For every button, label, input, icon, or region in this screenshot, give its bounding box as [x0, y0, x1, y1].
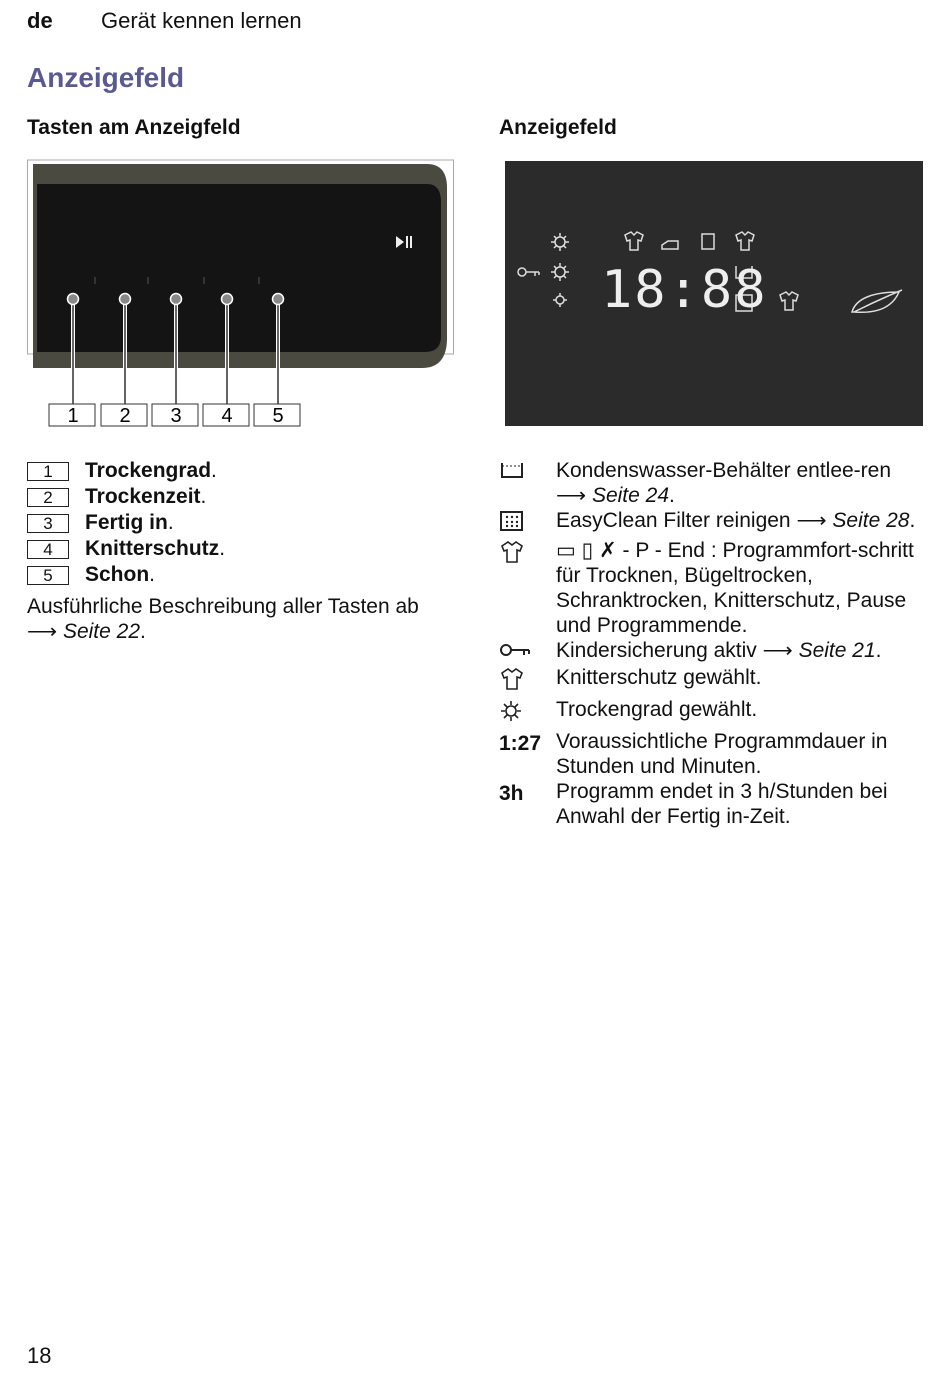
description-paragraph: Ausführliche Beschreibung aller Tasten ab ⟶ Seite 22.	[27, 595, 419, 643]
item-symbol: 1:27	[499, 732, 542, 755]
list-item: 2 Trockenzeit .	[27, 484, 467, 510]
item-text: Programm endet in 3 h/Stunden bei Anwahl der Fertig in-Zeit.	[556, 780, 888, 828]
list-item: 3 Fertig in .	[27, 510, 467, 536]
item-text: Trockengrad gewählt.	[556, 698, 758, 721]
item-symbol: 3h	[499, 782, 524, 805]
list-item: 5 Schon .	[27, 562, 467, 588]
svg-text:4: 4	[221, 405, 233, 427]
control-panel-figure	[27, 158, 457, 430]
list-item: 1 Trockengrad .	[27, 458, 467, 484]
page-number: 18	[27, 1343, 52, 1368]
svg-text:1: 1	[67, 405, 79, 427]
item-text: Voraussichtliche Programmdauer in Stunden und Minuten.	[556, 730, 888, 778]
list-item	[499, 538, 929, 638]
item-label: Knitterschutz	[85, 537, 220, 560]
header-language: de	[27, 8, 53, 33]
item-number: 3	[27, 514, 69, 533]
key-icon	[499, 638, 556, 665]
sun-icon	[499, 697, 556, 729]
item-label: Schon	[85, 563, 150, 586]
item-label: Fertig in	[85, 511, 168, 534]
item-number: 4	[27, 540, 69, 559]
container-icon	[499, 458, 556, 508]
svg-text:2: 2	[119, 405, 131, 427]
item-text: Knitterschutz gewählt.	[556, 666, 762, 689]
svg-text:3: 3	[170, 405, 182, 427]
display-panel-figure	[505, 161, 923, 426]
display-legend	[499, 458, 929, 829]
list-item	[499, 508, 929, 538]
item-label: Trockenzeit	[85, 485, 201, 508]
item-number: 2	[27, 488, 69, 507]
item-label: Trockengrad	[85, 459, 212, 482]
right-subtitle: Anzeigefeld	[499, 116, 617, 139]
shirt-icon	[499, 665, 556, 697]
item-text: ▭ ▯ ✗ - P - End : Programmfort-schritt für Trocknen, Bügeltrocken, Schranktrocken, Knitterschutz, Pause und Programmende.	[556, 539, 914, 637]
item-number: 1	[27, 462, 69, 481]
list-item	[499, 638, 929, 665]
list-item	[499, 665, 929, 697]
header-title: Gerät kennen lernen	[101, 8, 302, 33]
page-title: Anzeigefeld	[27, 62, 185, 93]
list-item	[499, 729, 929, 779]
list-item	[499, 779, 929, 829]
list-item	[499, 458, 929, 508]
item-text: Kondenswasser-Behälter entlee-ren ⟶ Seite 24.	[556, 459, 892, 507]
item-text: Kindersicherung aktiv ⟶ Seite 21.	[556, 639, 882, 662]
item-text: EasyClean Filter reinigen ⟶ Seite 28.	[556, 509, 916, 532]
item-number: 5	[27, 566, 69, 585]
filter-icon	[499, 508, 556, 538]
shirt-dry-icon	[499, 538, 556, 638]
left-subtitle: Tasten am Anzeigfeld	[27, 116, 241, 139]
list-item	[499, 697, 929, 729]
button-legend	[27, 458, 467, 644]
seven-segment-display: 18:88	[601, 260, 768, 320]
list-item: 4 Knitterschutz .	[27, 536, 467, 562]
svg-text:5: 5	[272, 405, 284, 427]
